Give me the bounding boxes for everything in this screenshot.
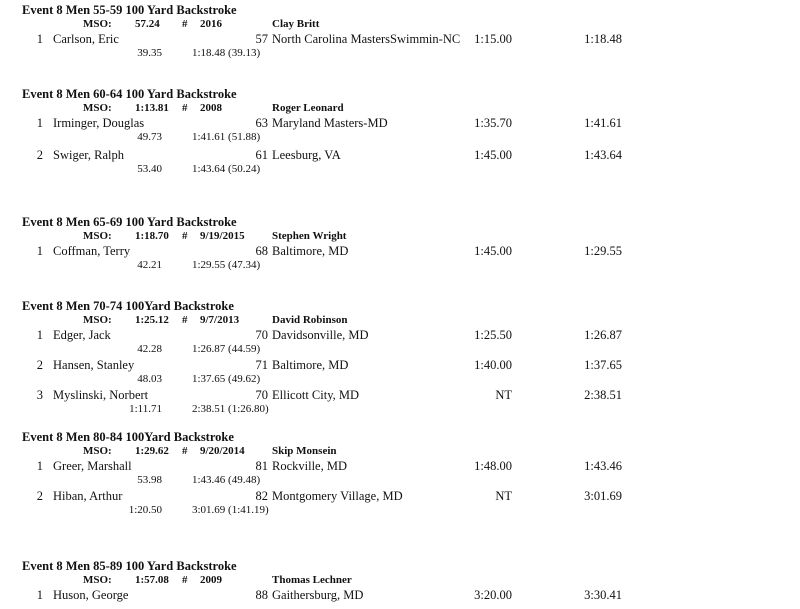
swimmer-age: 71 [255, 358, 268, 372]
swimmer-name: Irminger, Douglas [53, 116, 145, 130]
final-time: 3:01.69 [584, 489, 622, 503]
event-title: Event 8 Men 70-74 100Yard Backstroke [22, 299, 234, 313]
record-holder: Stephen Wright [272, 230, 347, 242]
seed-time: 1:25.50 [474, 328, 512, 342]
seed-time: 1:45.00 [474, 148, 512, 162]
swimmer-team: Montgomery Village, MD [272, 489, 403, 503]
split-time: 42.21 [137, 259, 162, 271]
result-place: 2 [36, 148, 43, 162]
final-time: 1:29.55 [584, 244, 622, 258]
seed-time: NT [495, 388, 512, 402]
final-time: 1:26.87 [584, 328, 622, 342]
event-title: Event 8 Men 60-64 100 Yard Backstroke [22, 87, 237, 101]
result-place: 1 [36, 116, 43, 130]
swimmer-team: Maryland Masters-MD [272, 116, 388, 130]
seed-time: 1:40.00 [474, 358, 512, 372]
record-holder: Clay Britt [272, 18, 320, 30]
swimmer-age: 57 [255, 32, 268, 46]
split-time: 53.40 [137, 163, 162, 175]
split-time: 39.35 [137, 47, 162, 59]
split-time: 1:11.71 [129, 403, 162, 415]
cumulative-split: 1:43.64 (50.24) [192, 163, 261, 175]
record-hash: # [182, 18, 188, 30]
swimmer-team: Baltimore, MD [272, 244, 349, 258]
split-time: 1:20.50 [128, 504, 162, 516]
record-date: 9/7/2013 [200, 314, 240, 326]
split-time: 48.03 [137, 373, 162, 385]
record-time: 1:18.70 [135, 230, 169, 242]
record-date: 2008 [200, 102, 222, 114]
result-place: 2 [36, 358, 43, 372]
swimmer-name: Swiger, Ralph [53, 148, 125, 162]
split-time: 49.73 [137, 131, 162, 143]
swimmer-name: Hansen, Stanley [53, 358, 135, 372]
swimmer-team: North Carolina MastersSwimmin-NC [272, 32, 461, 46]
swimmer-team: Rockville, MD [272, 459, 347, 473]
cumulative-split: 1:29.55 (47.34) [192, 259, 261, 271]
cumulative-split: 1:43.46 (49.48) [192, 474, 261, 486]
cumulative-split: 3:01.69 (1:41.19) [192, 504, 269, 516]
result-place: 1 [36, 244, 43, 258]
final-time: 3:30.41 [584, 588, 622, 602]
record-holder: Skip Monsein [272, 445, 337, 457]
record-label: MSO: [83, 18, 112, 30]
final-time: 1:41.61 [584, 116, 622, 130]
swimmer-team: Leesburg, VA [272, 148, 341, 162]
cumulative-split: 1:41.61 (51.88) [192, 131, 261, 143]
swimmer-age: 81 [255, 459, 268, 473]
event-title: Event 8 Men 65-69 100 Yard Backstroke [22, 215, 237, 229]
seed-time: 3:20.00 [474, 588, 512, 602]
cumulative-split: 2:38.51 (1:26.80) [192, 403, 269, 415]
split-time: 53.98 [137, 474, 162, 486]
swimmer-team: Ellicott City, MD [272, 388, 360, 402]
record-date: 2016 [200, 18, 222, 30]
swimmer-name: Huson, George [53, 588, 129, 602]
event-title: Event 8 Men 55-59 100 Yard Backstroke [22, 3, 237, 17]
result-place: 2 [36, 489, 43, 503]
record-label: MSO: [83, 230, 112, 242]
seed-time: 1:35.70 [474, 116, 512, 130]
swimmer-name: Coffman, Terry [53, 244, 131, 258]
swimmer-age: 82 [255, 489, 268, 503]
swimmer-name: Edger, Jack [53, 328, 111, 342]
record-time: 57.24 [135, 18, 160, 30]
swimmer-age: 70 [255, 328, 268, 342]
final-time: 1:43.64 [584, 148, 622, 162]
record-hash: # [182, 445, 188, 457]
record-hash: # [182, 314, 188, 326]
swimmer-age: 70 [255, 388, 268, 402]
record-time: 1:57.08 [135, 574, 169, 586]
final-time: 1:18.48 [584, 32, 622, 46]
seed-time: 1:15.00 [474, 32, 512, 46]
swimmer-team: Baltimore, MD [272, 358, 349, 372]
swimmer-age: 61 [255, 148, 268, 162]
record-hash: # [182, 574, 188, 586]
swimmer-age: 88 [255, 588, 268, 602]
swimmer-team: Davidsonville, MD [272, 328, 369, 342]
final-time: 1:43.46 [584, 459, 622, 473]
record-date: 9/20/2014 [200, 445, 245, 457]
record-date: 2009 [200, 574, 222, 586]
record-label: MSO: [83, 102, 112, 114]
swimmer-name: Myslinski, Norbert [53, 388, 149, 402]
record-holder: Thomas Lechner [272, 574, 352, 586]
result-place: 1 [36, 32, 43, 46]
record-label: MSO: [83, 314, 112, 326]
final-time: 2:38.51 [584, 388, 622, 402]
event-title: Event 8 Men 80-84 100Yard Backstroke [22, 430, 234, 444]
split-time: 42.28 [137, 343, 162, 355]
record-time: 1:29.62 [135, 445, 169, 457]
swimmer-name: Greer, Marshall [53, 459, 132, 473]
record-hash: # [182, 102, 188, 114]
swimmer-age: 68 [255, 244, 268, 258]
swimmer-age: 63 [255, 116, 268, 130]
record-hash: # [182, 230, 188, 242]
record-date: 9/19/2015 [200, 230, 245, 242]
cumulative-split: 1:26.87 (44.59) [192, 343, 261, 355]
record-time: 1:13.81 [135, 102, 169, 114]
swimmer-name: Hiban, Arthur [53, 489, 123, 503]
event-title: Event 8 Men 85-89 100 Yard Backstroke [22, 559, 237, 573]
result-place: 1 [36, 328, 43, 342]
swimmer-name: Carlson, Eric [53, 32, 119, 46]
result-place: 3 [36, 388, 43, 402]
record-label: MSO: [83, 574, 112, 586]
cumulative-split: 1:18.48 (39.13) [192, 47, 261, 59]
record-time: 1:25.12 [135, 314, 169, 326]
seed-time: NT [495, 489, 512, 503]
swimmer-team: Gaithersburg, MD [272, 588, 364, 602]
seed-time: 1:45.00 [474, 244, 512, 258]
seed-time: 1:48.00 [474, 459, 512, 473]
record-label: MSO: [83, 445, 112, 457]
result-place: 1 [36, 459, 43, 473]
final-time: 1:37.65 [584, 358, 622, 372]
result-place: 1 [36, 588, 43, 602]
record-holder: Roger Leonard [272, 102, 344, 114]
record-holder: David Robinson [272, 314, 348, 326]
cumulative-split: 1:37.65 (49.62) [192, 373, 261, 385]
